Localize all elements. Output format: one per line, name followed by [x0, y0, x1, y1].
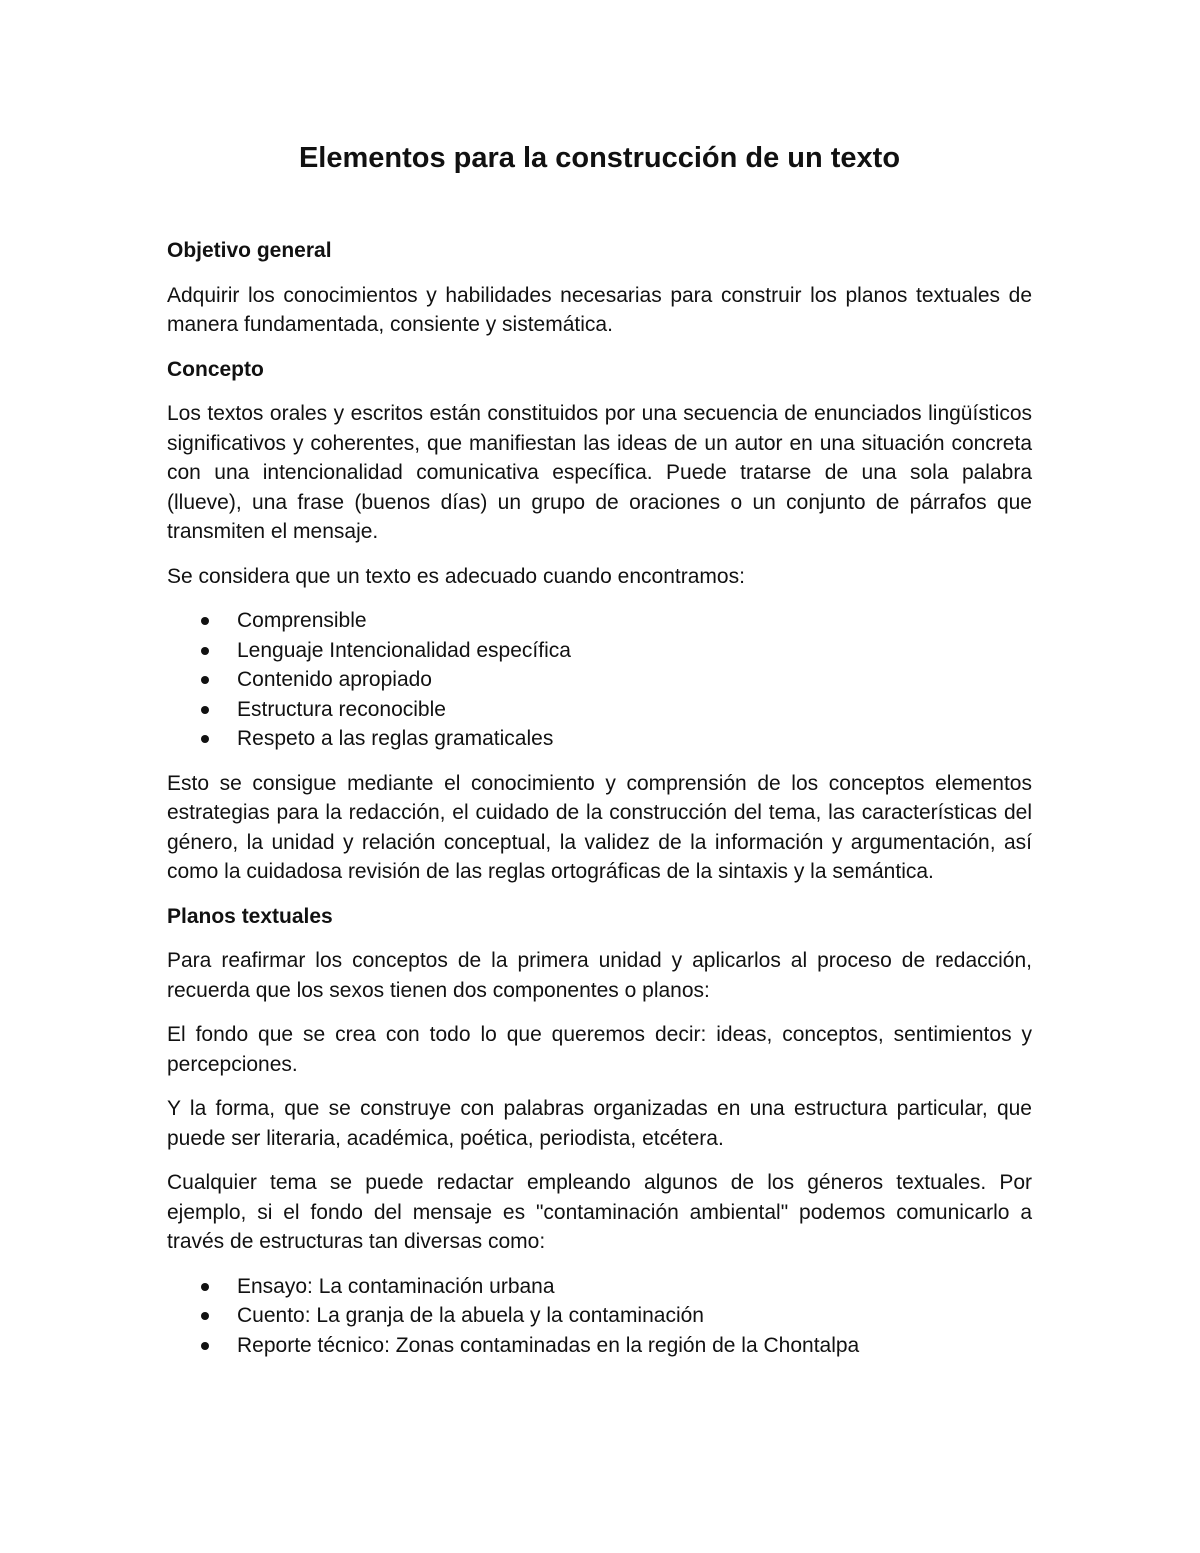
- bullet-icon: [201, 1342, 209, 1350]
- paragraph-concepto-2: Se considera que un texto es adecuado cuando encontramos:: [167, 564, 745, 588]
- list-item-text: Contenido apropiado: [237, 668, 432, 691]
- bullet-list-adecuado: [167, 606, 1032, 754]
- paragraph-planos-2: El fondo que se crea con todo lo que queremos decir: ideas, conceptos, sentimientos y percepciones.: [167, 1023, 1032, 1076]
- bullet-icon: [201, 706, 209, 714]
- list-item-text: Reporte técnico: Zonas contaminadas en la región de la Chontalpa: [237, 1333, 860, 1357]
- list-item: [167, 1272, 1032, 1302]
- list-item-text: Respeto a las reglas gramaticales: [237, 727, 554, 750]
- bullet-icon: [201, 676, 209, 684]
- paragraph-concepto-1: Los textos orales y escritos están constituidos por una secuencia de enunciados lingüísticos significativos y coherentes, que manifiestan las ideas de un autor en una situación concreta con una intencionalidad comunicativa específica. Puede tratarse de una sola palabra (llueve), una frase (buenos días) un grupo de oraciones o un conjunto de párrafos que transmiten el mensaje.: [167, 402, 1032, 543]
- paragraph-concepto-3: Esto se consigue mediante el conocimiento y comprensión de los conceptos elementos estrategias para la redacción, el cuidado de la construcción del tema, las características del género, la unidad y relación conceptual, la validez de la información y argumentación, así como la cuidadosa revisión de las reglas ortográficas de la sintaxis y la semántica.: [167, 771, 1032, 883]
- bullet-icon: [201, 1283, 209, 1291]
- bullet-icon: [201, 617, 209, 625]
- bullet-icon: [201, 1312, 209, 1320]
- list-item: [167, 695, 1032, 725]
- document-body: [167, 236, 1032, 1375]
- list-item: [167, 1301, 1032, 1331]
- list-item: [167, 724, 1032, 754]
- list-item: [167, 636, 1032, 666]
- paragraph-planos-1: Para reafirmar los conceptos de la primera unidad y aplicarlos al proceso de redacción, recuerda que los sexos tienen dos componentes o planos:: [167, 949, 1032, 1002]
- bullet-list-generos: [167, 1272, 1032, 1361]
- list-item-text: Lenguaje Intencionalidad específica: [237, 638, 571, 662]
- list-item: [167, 606, 1032, 636]
- paragraph-planos-4: Cualquier tema se puede redactar empleando algunos de los géneros textuales. Por ejemplo, si el fondo del mensaje es "contaminación ambiental" podemos comunicarlo a través de estructuras tan diversas como:: [167, 1171, 1032, 1253]
- paragraph-objetivo: Adquirir los conocimientos y habilidades necesarias para construir los planos textuales de manera fundamentada, consiente y sistemática.: [167, 283, 1032, 336]
- bullet-icon: [201, 647, 209, 655]
- paragraph-planos-3: Y la forma, que se construye con palabras organizadas en una estructura particular, que puede ser literaria, académica, poética, periodista, etcétera.: [167, 1097, 1032, 1150]
- list-item-text: Ensayo: La contaminación urbana: [237, 1274, 555, 1298]
- bullet-icon: [201, 735, 209, 743]
- list-item: [167, 665, 1032, 695]
- heading-objetivo-general: Objetivo general: [167, 239, 332, 262]
- list-item-text: Comprensible: [237, 609, 367, 632]
- list-item-text: Cuento: La granja de la abuela y la contaminación: [237, 1304, 704, 1327]
- list-item: [167, 1331, 1032, 1361]
- heading-concepto: Concepto: [167, 357, 264, 381]
- document-title: Elementos para la construcción de un texto: [298, 142, 901, 174]
- heading-planos-textuales: Planos textuales: [167, 904, 333, 928]
- list-item-text: Estructura reconocible: [237, 697, 446, 721]
